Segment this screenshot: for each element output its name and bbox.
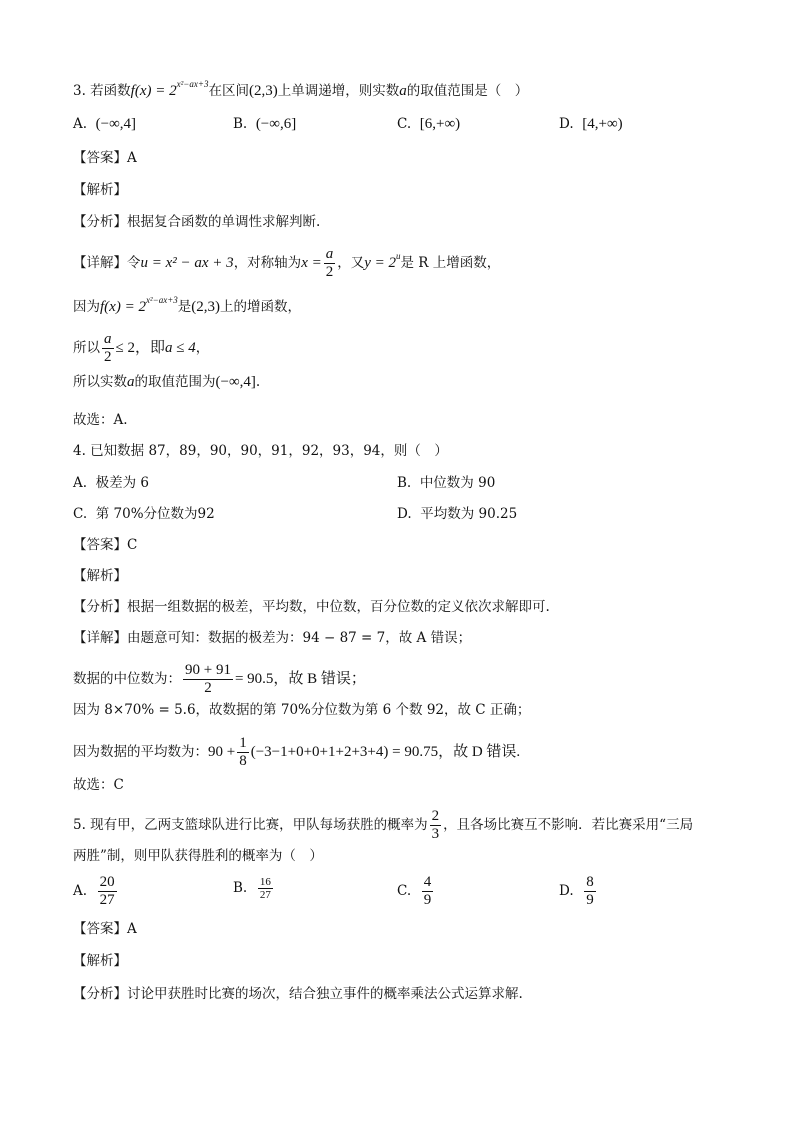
q3-detail-line1: 【详解】令u = x² − ax + 3，对称轴为x = $\frac{a}{2}$ ，又$y = 2^u$是 R 上增函数， (73, 246, 501, 280)
q5-option-c: C. $\frac{4}{9}$ (397, 874, 432, 908)
q3-detail-line2: 因为$f(x) = 2^{x^2-ax+3}$是(2,3)上的增函数， (73, 295, 302, 315)
q4-detail-percentile: 因为 8×70% = 5.6，故数据的第 70%分位数为第 6 个数 92，故 C 正确； (73, 702, 531, 718)
q3-stem: 3. 若函数$f(x) = 2^{x^2-ax+3}$在区间(2,3)上单调递增，则实数a的取值范围是（ ） (73, 79, 529, 99)
q4-detail-median: 数据的中位数为： $\frac{90 + 91}{2}$ = 90.5，故 B 错误； (73, 662, 366, 696)
q4-option-c: C. 第 70%分位数为92 (73, 506, 215, 522)
q3-choose: 故选：A. (73, 412, 128, 428)
q4-detail-mean: 因为数据的平均数为：90 + $\frac{1}{8}$ (−3−1+0+0+1+2+3+4) = 90.75，故 D 错误. (73, 735, 521, 769)
q5-option-a: A. $\frac{20}{27}$ (73, 874, 115, 908)
q4-stem: 4. 已知数据 87，89，90，90，91，92，93，94，则（ ） (73, 443, 448, 459)
q4-choose: 故选：C (73, 777, 124, 793)
q4-analysis-title: 【解析】 (73, 568, 127, 584)
q3-analysis-title: 【解析】 (73, 182, 127, 198)
q4-option-a: A. 极差为 6 (73, 475, 150, 491)
q3-option-b: B. (−∞,6] (233, 116, 297, 132)
q5-fenxi: 【分析】讨论甲获胜时比赛的场次，结合独立事件的概率乘法公式运算求解. (73, 986, 523, 1002)
q5-option-d: D. $\frac{8}{9}$ (559, 874, 594, 908)
q4-answer: 【答案】C (73, 537, 138, 553)
q3-detail-line4: 所以实数a的取值范围为(−∞,4]. (73, 374, 261, 390)
q5-analysis-title: 【解析】 (73, 953, 127, 969)
q3-detail-line3: 所以 $\frac{a}{2}$ ≤ 2，即a ≤ 4， (73, 331, 210, 365)
q5-stem-line2: 两胜”制，则甲队获得胜利的概率为（ ） (73, 848, 323, 864)
q4-option-d: D. 平均数为 90.25 (397, 506, 518, 522)
q4-option-b: B. 中位数为 90 (397, 475, 496, 491)
q5-answer: 【答案】A (73, 921, 137, 937)
q3-option-d: D. [4,+∞) (559, 116, 623, 132)
q3-fenxi: 【分析】根据复合函数的单调性求解判断. (73, 214, 321, 230)
q3-option-a: A. (−∞,4] (73, 116, 137, 132)
q5-option-b: B. $\frac{16}{27}$ (233, 876, 271, 901)
q5-stem-line1: 5. 现有甲，乙两支篮球队进行比赛，甲队每场获胜的概率为 $\frac{2}{3}$ ，且各场比赛互不影响．若比赛采用“三局 (73, 808, 694, 842)
q3-answer: 【答案】A (73, 150, 137, 166)
q4-fenxi: 【分析】根据一组数据的极差，平均数，中位数，百分位数的定义依次求解即可. (73, 599, 550, 615)
q4-detail-range: 【详解】由题意可知：数据的极差为：94 − 87 = 7，故 A 错误； (73, 630, 472, 646)
q3-option-c: C. [6,+∞) (397, 116, 461, 132)
